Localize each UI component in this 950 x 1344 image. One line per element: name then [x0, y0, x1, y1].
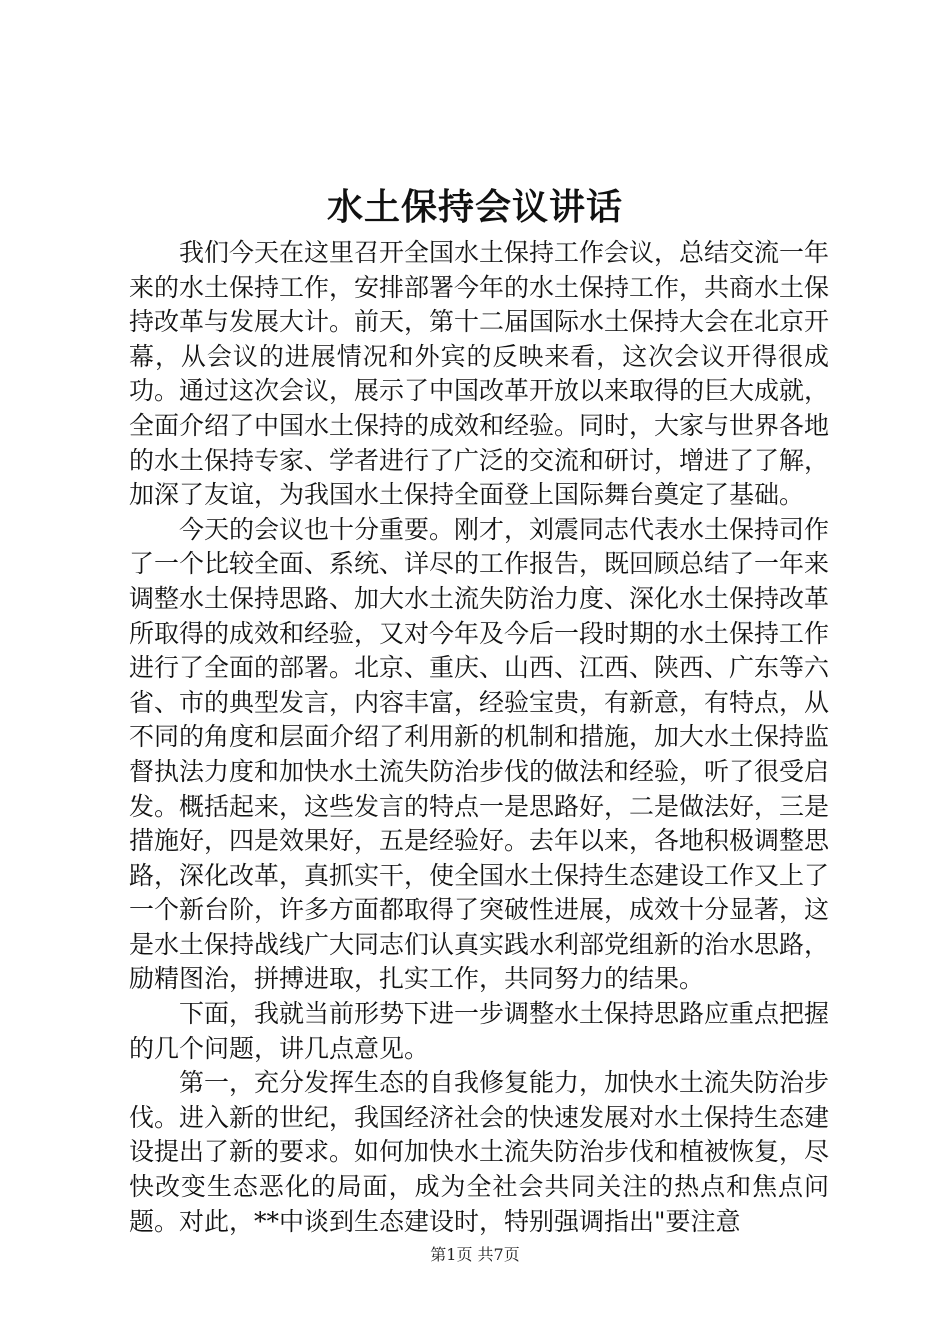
document-title: 水土保持会议讲话 [326, 186, 623, 228]
body-paragraph: 第一，充分发挥生态的自我修复能力，加快水土流失防治步伐。进入新的世纪，我国经济社会的快速发展对水土保持生态建设提出了新的要求。如何加快水土流失防治步伐和植被恢复，尽快改变生态恶化的局面，成为全社会共同关注的热点和焦点问题。对此，**中谈到生态建设时，特别强调指出"要注意 [129, 1068, 830, 1236]
document-body [129, 236, 829, 1239]
page-footer: 第1页 共7页 [430, 1245, 520, 1264]
body-paragraph: 今天的会议也十分重要。刚才，刘震同志代表水土保持司作了一个比较全面、系统、详尽的工作报告，既回顾总结了一年来调整水土保持思路、加大水土流失防治力度、深化水土保持改革所取得的成效和经验，又对今年及今后一段时期的水土保持工作进行了全面的部署。北京、重庆、山西、江西、陕西、广东等六省、市的典型发言，内容丰富，经验宝贵，有新意，有特点，从不同的角度和层面介绍了利用新的机制和措施，加大水土保持监督执法力度和加快水土流失防治步伐的做法和经验，听了很受启发。概括起来，这些发言的特点一是思路好，二是做法好，三是措施好，四是效果好，五是经验好。去年以来，各地积极调整思路，深化改革，真抓实干，使全国水土保持生态建设工作又上了一个新台阶，许多方面都取得了突破性进展，成效十分显著，这是水土保持战线广大同志们认真实践水利部党组新的治水思路，励精图治，拼搏进取，扎实工作，共同努力的结果。 [129, 514, 830, 994]
body-paragraph: 下面，我就当前形势下进一步调整水土保持思路应重点把握的几个问题，讲几点意见。 [129, 999, 830, 1063]
body-paragraph: 我们今天在这里召开全国水土保持工作会议，总结交流一年来的水土保持工作，安排部署今年的水土保持工作，共商水土保持改革与发展大计。前天，第十二届国际水土保持大会在北京开幕，从会议的进展情况和外宾的反映来看，这次会议开得很成功。通过这次会议，展示了中国改革开放以来取得的巨大成就，全面介绍了中国水土保持的成效和经验。同时，大家与世界各地的水土保持专家、学者进行了广泛的交流和研讨，增进了了解，加深了友谊，为我国水土保持全面登上国际舞台奠定了基础。 [129, 238, 830, 510]
